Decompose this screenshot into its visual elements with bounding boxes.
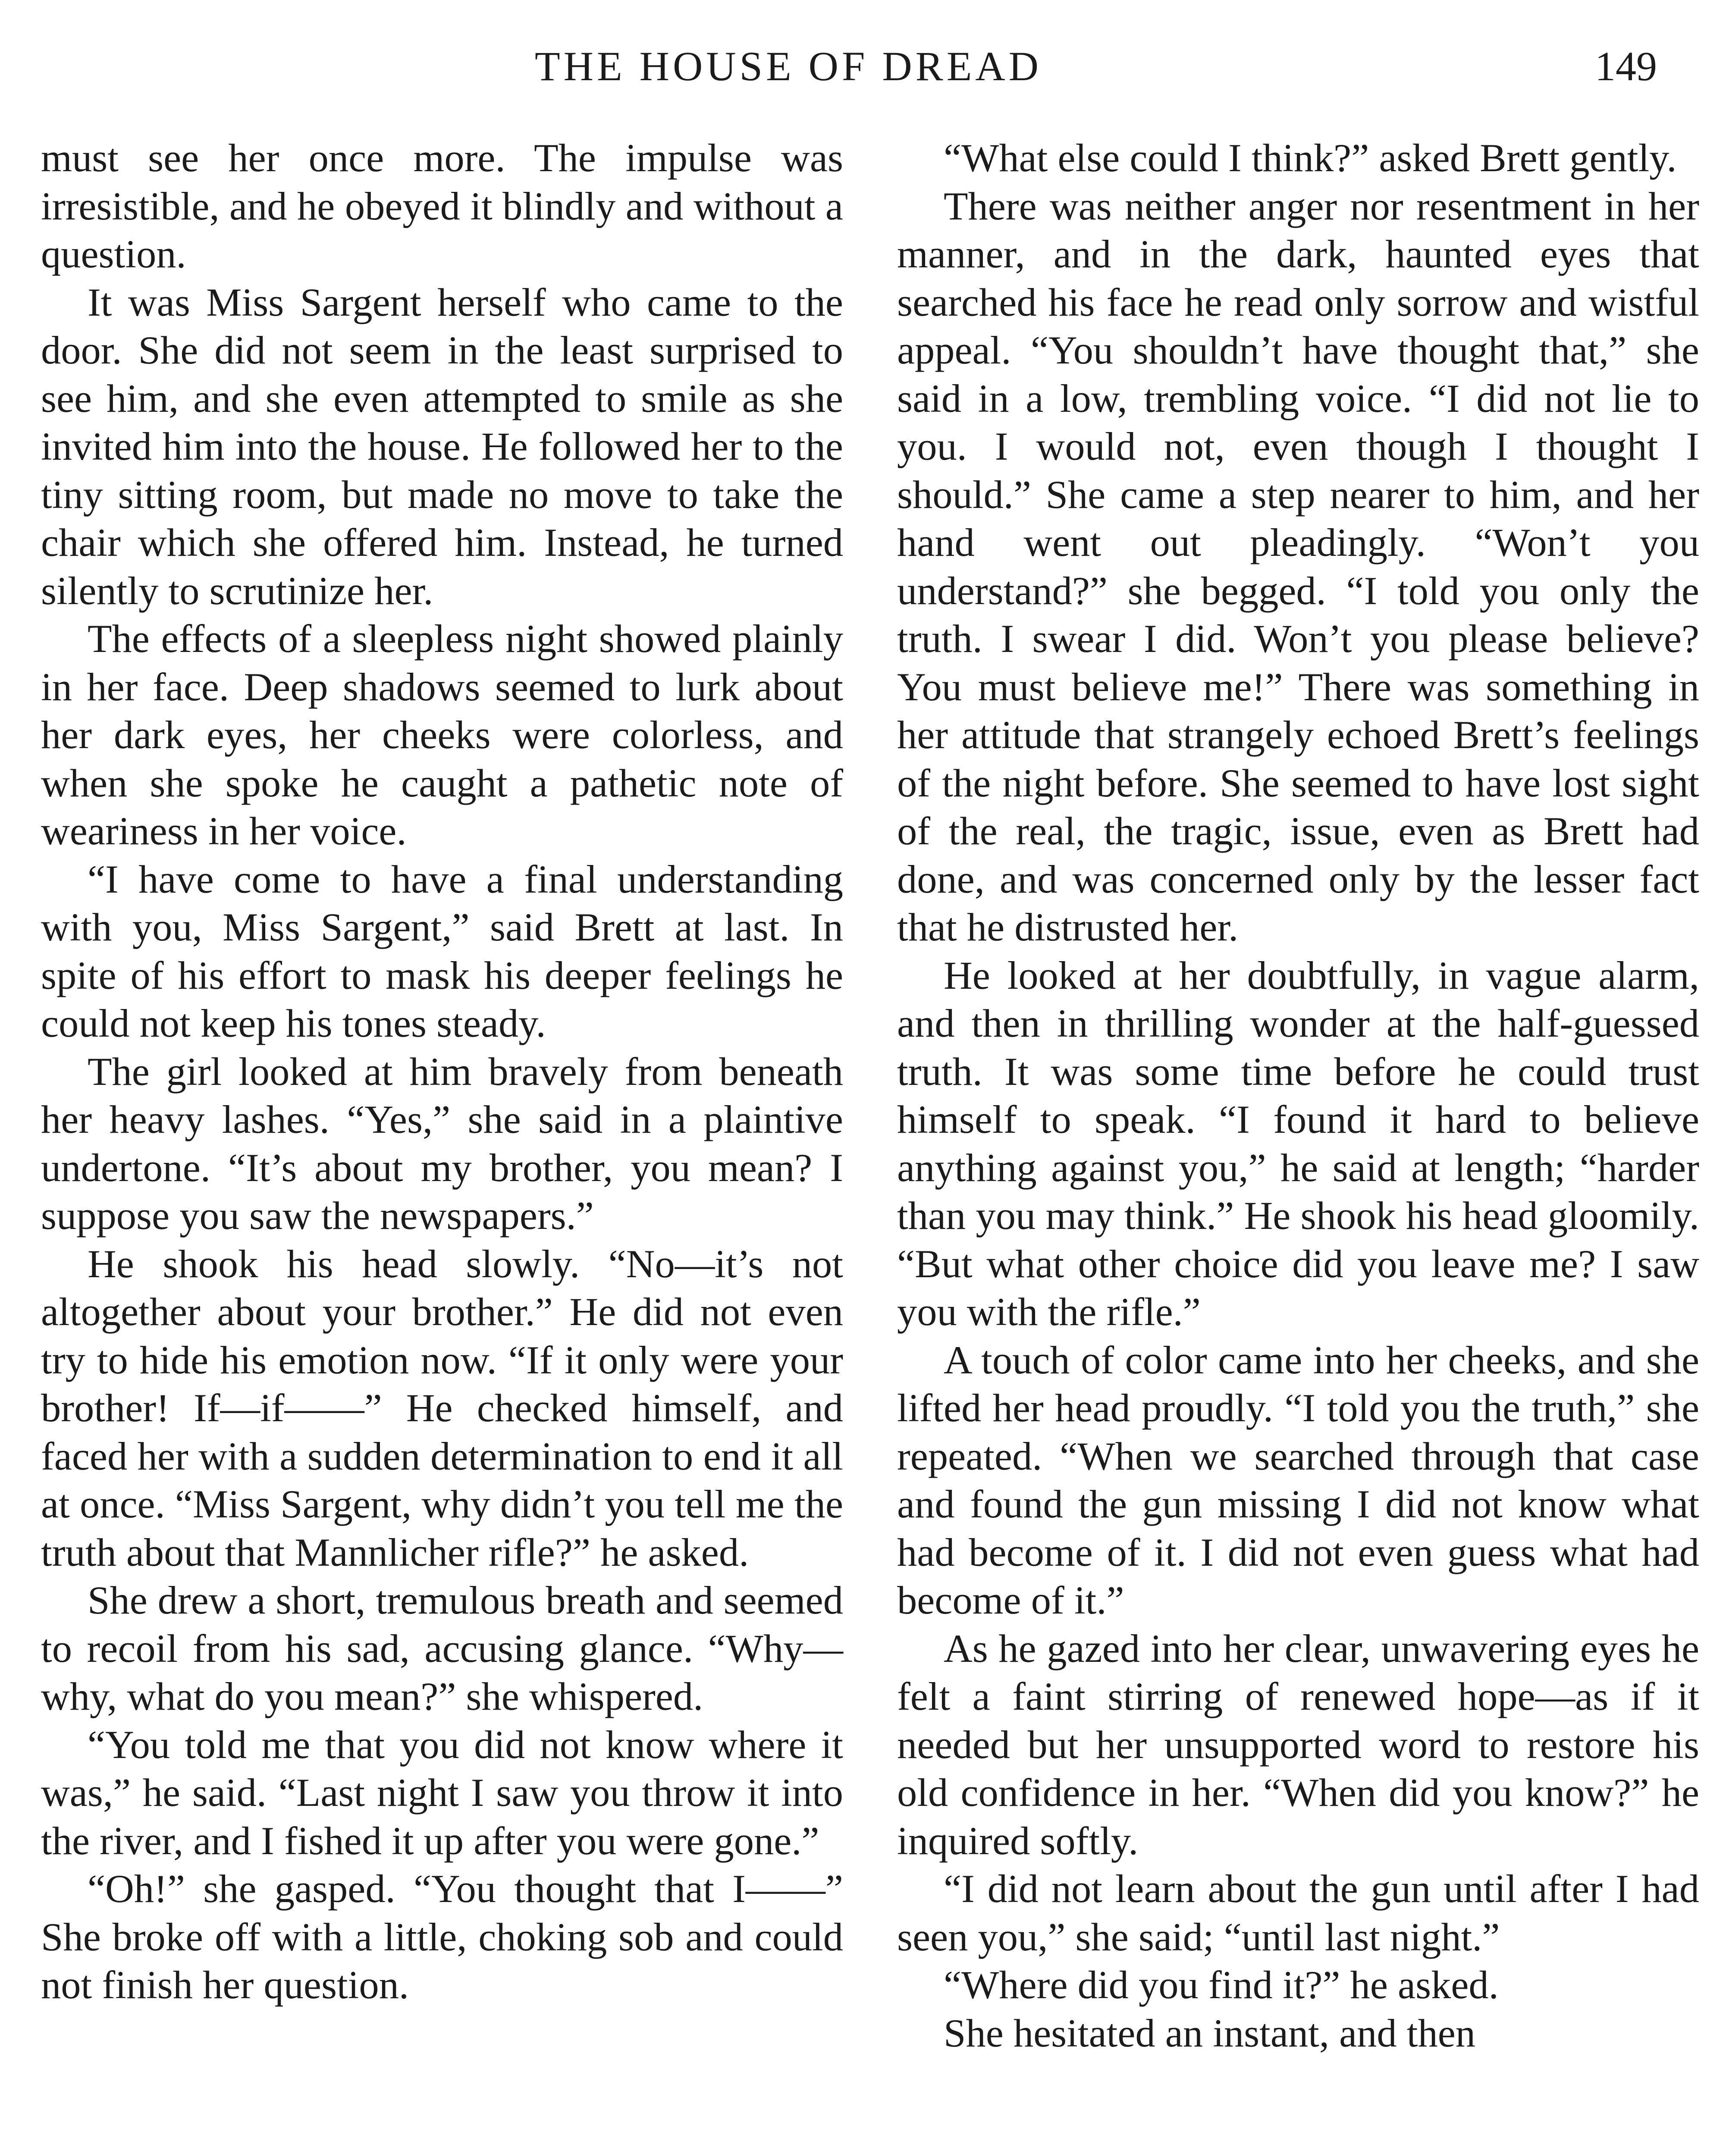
running-title: THE HOUSE OF DREAD bbox=[535, 43, 1042, 89]
page-number: 149 bbox=[1595, 43, 1657, 89]
paragraph: “I did not learn about the gun until after I had seen you,” she said; “until last night.” bbox=[897, 1867, 1699, 1959]
paragraph: A touch of color came into her cheeks, and she lifted her head proudly. “I told you the truth,” she repeated. “When we searched through that case and found the gun missing I did not know what had become of it. I did not even guess what had become of it.” bbox=[897, 1338, 1699, 1623]
paragraph: He looked at her doubtfully, in vague alarm, and then in thrilling wonder at the half-guessed truth. It was some time before he could trust himself to speak. “I found it hard to believe anything against you,” he said at length; “harder than you may think.” He shook his head gloomily. “But what other choice did you leave me? I saw you with the rifle.” bbox=[897, 953, 1699, 1334]
right-column bbox=[897, 135, 1699, 2058]
paragraph: “What else could I think?” asked Brett gently. bbox=[944, 136, 1677, 180]
paragraph: It was Miss Sargent herself who came to the door. She did not seem in the least surprised to see him, and she even attempted to smile as she invited him into the house. He followed her to the tiny sitting room, but made no move to take the chair which she offered him. Instead, he turned silently to scrutinize her. bbox=[41, 280, 843, 613]
paragraph: must see her once more. The impulse was irresistible, and he obeyed it blindly and without a question. bbox=[41, 136, 843, 276]
paragraph: She hesitated an instant, and then bbox=[944, 2011, 1476, 2056]
paragraph: He shook his head slowly. “No—it’s not altogether about your brother.” He did not even try to hide his emotion now. “If it only were your brother! If—if——” He checked himself, and faced her with a sudden determination to end it all at once. “Miss Sargent, why didn’t you tell me the truth about that Mannlicher rifle?” he asked. bbox=[41, 1242, 843, 1575]
paragraph: The effects of a sleepless night showed plainly in her face. Deep shadows seemed to lurk about her dark eyes, her cheeks were colorless, and when she spoke he caught a pathetic note of weariness in her voice. bbox=[41, 617, 843, 853]
left-column bbox=[41, 135, 843, 2010]
paragraph: There was neither anger nor resentment in her manner, and in the dark, haunted eyes that searched his face he read only sorrow and wistful appeal. “You shouldn’t have thought that,” she said in a low, trembling voice. “I did not lie to you. I would not, even though I thought I should.” She came a step nearer to him, and her hand went out pleadingly. “Won’t you understand?” she begged. “I told you only the truth. I swear I did. Won’t you please believe? You must believe me!” There was something in her attitude that strangely echoed Brett’s feelings of the night before. She seemed to have lost sight of the real, the tragic, issue, even as Brett had done, and was concerned only by the lesser fact that he distrusted her. bbox=[897, 184, 1699, 950]
paragraph: She drew a short, tremulous breath and seemed to recoil from his sad, accusing glance. “Why—why, what do you mean?” she whispered. bbox=[41, 1579, 843, 1719]
paragraph: “Where did you find it?” he asked. bbox=[944, 1963, 1499, 2007]
paragraph: The girl looked at him bravely from beneath her heavy lashes. “Yes,” she said in a plaintive undertone. “It’s about my brother, you mean? I suppose you saw the newspapers.” bbox=[41, 1050, 843, 1238]
paragraph: “You told me that you did not know where it was,” he said. “Last night I saw you throw it into the river, and I fished it up after you were gone.” bbox=[41, 1723, 843, 1863]
paragraph: As he gazed into her clear, unwavering eyes he felt a faint stirring of renewed hope—as if it needed but her unsupported word to restore his old confidence in her. “When did you know?” he inquired softly. bbox=[897, 1626, 1699, 1863]
paragraph: “Oh!” she gasped. “You thought that I——” She broke off with a little, choking sob and could not finish her question. bbox=[41, 1867, 843, 2007]
paragraph: “I have come to have a final understanding with you, Miss Sargent,” said Brett at last. In spite of his effort to mask his deeper feelings he could not keep his tones steady. bbox=[41, 857, 843, 1046]
